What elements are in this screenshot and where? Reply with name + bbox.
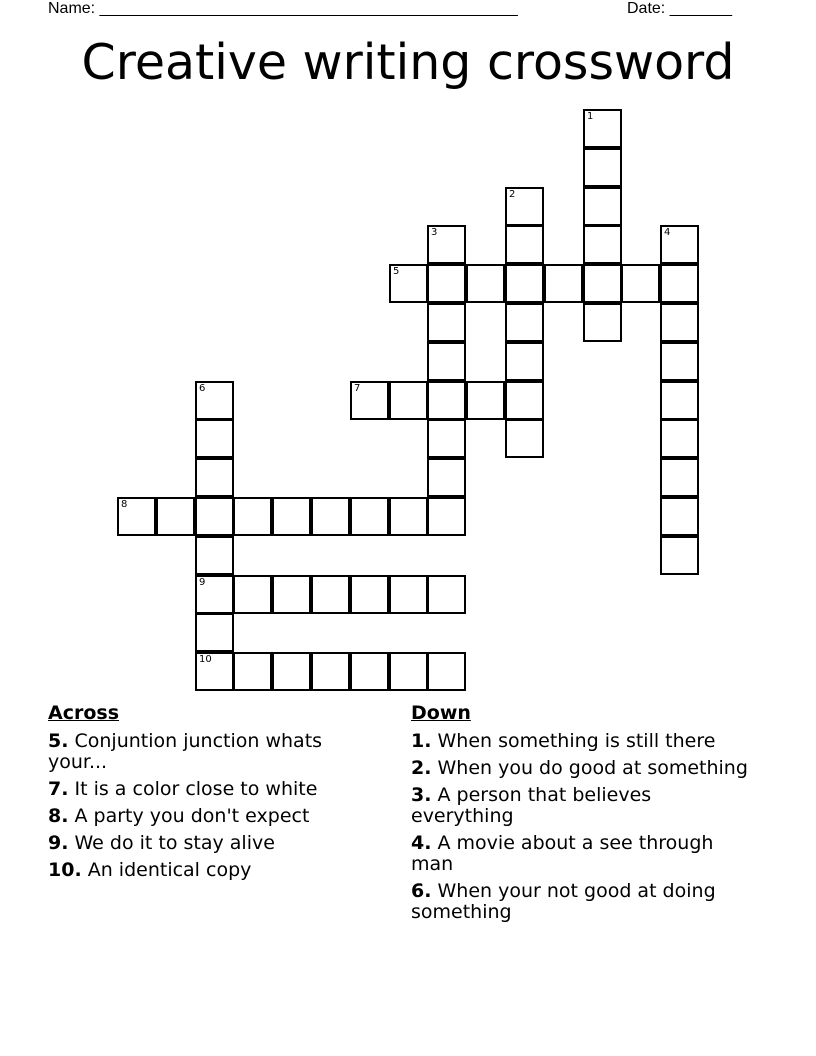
grid-cell[interactable] [195,497,234,536]
grid-cell[interactable] [427,575,466,614]
grid-cell[interactable] [350,652,389,691]
grid-cell[interactable] [427,381,466,420]
grid-cell[interactable] [350,575,389,614]
clue-number-label: 8. [48,805,69,827]
date-field: Date: _______ [627,0,732,17]
down-clue [411,833,756,875]
grid-cell[interactable] [427,342,466,381]
grid-cell[interactable] [505,303,544,342]
grid-cell[interactable] [505,419,544,458]
grid-cell[interactable] [660,381,699,420]
grid-cell[interactable] [389,652,428,691]
clue-text: When you do good at something [437,757,748,779]
grid-cell[interactable] [660,264,699,303]
clue-number: 8 [121,499,128,510]
clue-number-label: 3. [411,784,432,806]
across-heading: Across [48,702,120,724]
clue-number: 6 [199,383,206,394]
grid-cell[interactable] [621,264,660,303]
down-clue [411,785,756,827]
grid-cell[interactable] [505,187,544,226]
grid-cell[interactable] [311,497,350,536]
clue-number-label: 2. [411,757,432,779]
grid-cell[interactable] [427,497,466,536]
clue-text: A party you don't expect [74,805,310,827]
grid-cell[interactable] [427,264,466,303]
clue-number-label: 6. [411,880,432,902]
clue-number-label: 1. [411,730,432,752]
clue-number: 2 [509,189,516,200]
grid-cell[interactable] [195,458,234,497]
name-field: Name: _______________________________________________ [48,0,518,17]
clue-number: 7 [354,383,361,394]
across-clue [48,860,368,881]
clue-text: A person that believes everything [411,784,652,827]
down-clues [411,703,756,929]
grid-cell[interactable] [311,652,350,691]
clue-number-label: 4. [411,832,432,854]
clue-number-label: 5. [48,730,69,752]
grid-cell[interactable] [233,575,272,614]
grid-cell[interactable] [660,497,699,536]
grid-cell[interactable] [660,342,699,381]
clue-text: A movie about a see through man [411,832,714,875]
grid-cell[interactable] [466,264,505,303]
grid-cell[interactable] [195,536,234,575]
across-clue [48,833,368,854]
grid-cell[interactable] [427,303,466,342]
grid-cell[interactable] [660,419,699,458]
clue-number: 4 [664,227,671,238]
down-heading: Down [411,702,471,724]
grid-cell[interactable] [195,613,234,652]
across-clue [48,731,368,773]
grid-cell[interactable] [583,109,622,148]
clue-number: 10 [199,654,212,665]
grid-cell[interactable] [505,381,544,420]
grid-cell[interactable] [195,419,234,458]
grid-cell[interactable] [195,652,234,691]
down-clue [411,881,756,923]
grid-cell[interactable] [389,381,428,420]
grid-cell[interactable] [660,458,699,497]
grid-cell[interactable] [272,575,311,614]
clue-text: When your not good at doing something [411,880,716,923]
clue-text: An identical copy [87,859,252,881]
clue-text: When something is still there [437,730,716,752]
grid-cell[interactable] [583,148,622,187]
grid-cell[interactable] [505,264,544,303]
clue-text: Conjuntion junction whats your... [48,730,323,773]
grid-cell[interactable] [272,652,311,691]
grid-cell[interactable] [427,458,466,497]
grid-cell[interactable] [117,497,156,536]
grid-cell[interactable] [660,225,699,264]
down-clue-list [411,731,756,923]
grid-cell[interactable] [389,264,428,303]
grid-cell[interactable] [389,497,428,536]
grid-cell[interactable] [583,187,622,226]
down-clue [411,758,756,779]
grid-cell[interactable] [272,497,311,536]
grid-cell[interactable] [195,381,234,420]
grid-cell[interactable] [195,575,234,614]
across-clues [48,703,368,887]
grid-cell[interactable] [427,652,466,691]
clue-number-label: 7. [48,778,69,800]
grid-cell[interactable] [544,264,583,303]
grid-cell[interactable] [660,536,699,575]
grid-cell[interactable] [583,303,622,342]
grid-cell[interactable] [505,225,544,264]
grid-cell[interactable] [583,264,622,303]
grid-cell[interactable] [505,342,544,381]
grid-cell[interactable] [156,497,195,536]
grid-cell[interactable] [427,225,466,264]
clue-number: 3 [431,227,438,238]
across-clue-list [48,731,368,881]
grid-cell[interactable] [233,497,272,536]
clue-number-label: 10. [48,859,82,881]
grid-cell[interactable] [466,381,505,420]
grid-cell[interactable] [389,575,428,614]
across-clue [48,806,368,827]
grid-cell[interactable] [583,225,622,264]
grid-cell[interactable] [233,652,272,691]
grid-cell[interactable] [350,497,389,536]
clue-number-label: 9. [48,832,69,854]
clue-number: 1 [587,111,594,122]
grid-cell[interactable] [350,381,389,420]
grid-cell[interactable] [427,419,466,458]
clue-number: 5 [393,266,400,277]
clue-text: It is a color close to white [74,778,318,800]
grid-cell[interactable] [660,303,699,342]
down-clue [411,731,756,752]
grid-cell[interactable] [311,575,350,614]
across-clue [48,779,368,800]
puzzle-title: Creative writing crossword [81,34,735,91]
clue-text: We do it to stay alive [74,832,275,854]
clue-number: 9 [199,577,206,588]
